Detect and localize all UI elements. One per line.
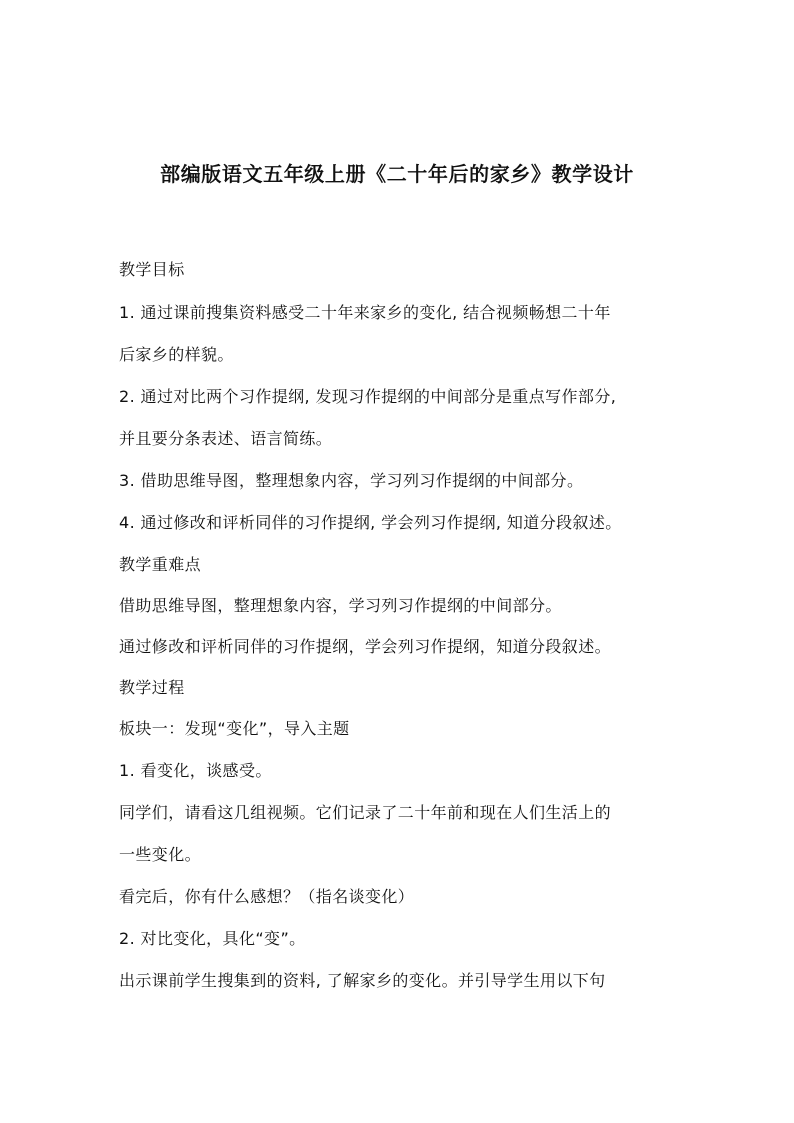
section-1-heading: 板块一：发现“变化”，导入主题 <box>119 719 350 738</box>
key-point-2: 通过修改和评析同伴的习作提纲，学会列习作提纲，知道分段叙述。 <box>119 637 612 656</box>
step-1-text-line-2: 一些变化。 <box>119 845 202 864</box>
document-title: 部编版语文五年级上册《二十年后的家乡》教学设计 <box>160 162 634 186</box>
heading-key-points: 教学重难点 <box>119 555 202 574</box>
step-1-text-line-1: 同学们，请看这几组视频。它们记录了二十年前和现在人们生活上的 <box>119 803 612 822</box>
step-2-heading: 2. 对比变化，具化“变”。 <box>119 929 306 948</box>
objective-2-line-2: 并且要分条表述、语言简练。 <box>119 429 333 448</box>
objective-3: 3. 借助思维导图，整理想象内容，学习列习作提纲的中间部分。 <box>119 471 584 490</box>
key-point-1: 借助思维导图，整理想象内容，学习列习作提纲的中间部分。 <box>119 596 562 615</box>
step-1-heading: 1. 看变化，谈感受。 <box>119 761 272 780</box>
step-1-question: 看完后，你有什么感想？（指名谈变化） <box>119 887 415 906</box>
heading-teaching-objectives: 教学目标 <box>119 260 185 279</box>
objective-1-line-1: 1. 通过课前搜集资料感受二十年来家乡的变化, 结合视频畅想二十年 <box>119 303 611 322</box>
objective-4: 4. 通过修改和评析同伴的习作提纲, 学会列习作提纲, 知道分段叙述。 <box>119 513 622 532</box>
heading-teaching-process: 教学过程 <box>119 678 185 697</box>
objective-2-line-1: 2. 通过对比两个习作提纲, 发现习作提纲的中间部分是重点写作部分, <box>119 387 617 406</box>
step-2-text-line-1: 出示课前学生搜集到的资料, 了解家乡的变化。并引导学生用以下句 <box>119 971 606 990</box>
objective-1-line-2: 后家乡的样貌。 <box>119 345 234 364</box>
